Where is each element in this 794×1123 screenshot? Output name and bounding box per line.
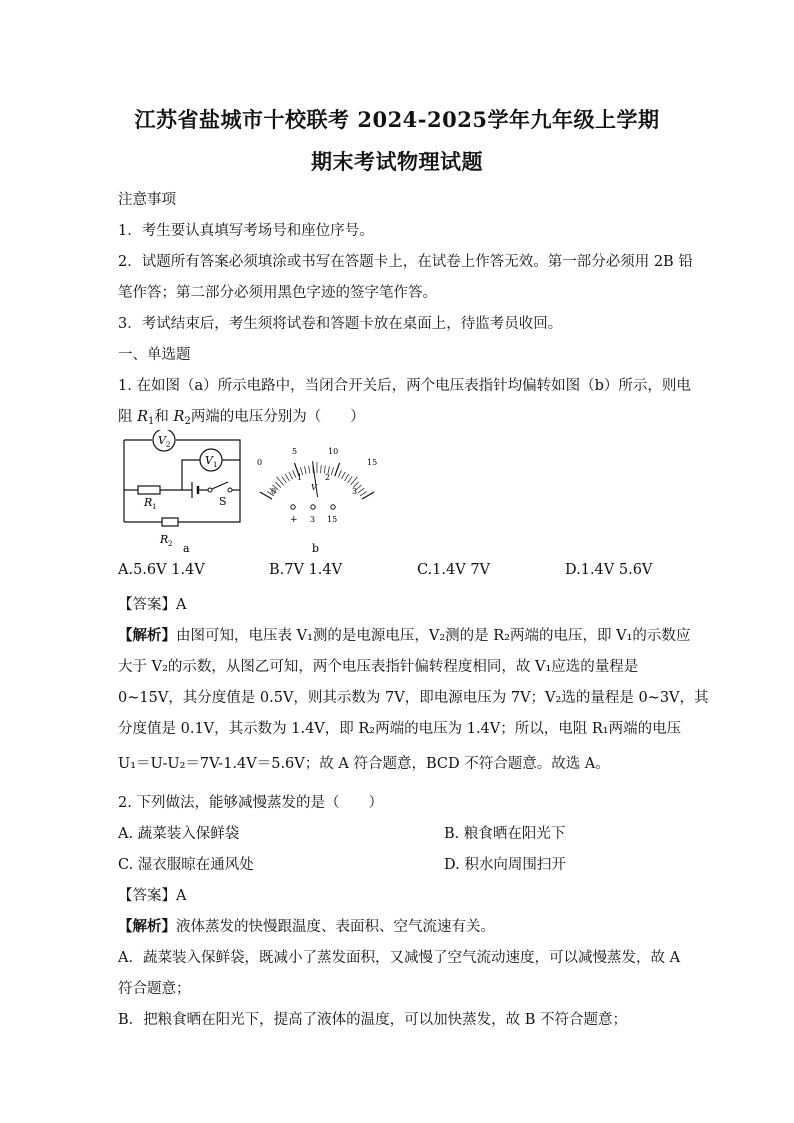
terminal-3 [311,505,315,509]
dial-unit: V [311,483,317,492]
dial-tick [335,463,340,476]
dial-outer-5: 5 [292,447,298,456]
q2-stem: 2. 下列做法，能够减慢蒸发的是（ ） [118,795,383,811]
q2-option-a: A. 蔬菜装入保鲜袋 [118,826,240,842]
dial-tick [309,466,310,474]
resistor-r2 [162,518,178,526]
dial-outer-0: 0 [257,458,263,467]
q1-exp-tag: 【解析】 [118,627,176,644]
q1-option-c: C.1.4V 7V [417,562,491,578]
dial-tick [285,474,289,481]
dial-tick [345,474,349,481]
q2-option-c: C. 湿衣服晾在通风处 [118,857,254,873]
q2-explanation-a2: 符合题意； [118,981,191,997]
terminal-3-label: 3 [310,515,316,524]
q1-explanation-line2: 大于 V₂的示数，从图乙可知，两个电压表指针偏转程度相同，故 V₁应选的量程是 [118,659,639,675]
dial-tick [289,472,293,479]
q1-stem-line2 [118,405,365,427]
q2-explanation-line0 [118,915,495,936]
q1-option-a: A.5.6V 1.4V [118,562,205,578]
dial-outer-15: 15 [367,458,378,467]
dial-tick [341,472,345,479]
q2-option-d: D. 积水向周围扫开 [444,857,566,873]
q2-exp-tag: 【解析】 [118,918,176,935]
q1-answer: 【答案】A [118,597,187,613]
section-heading: 一、单选题 [118,347,191,363]
switch-contact-right [228,488,232,492]
v1-sub: 1 [213,461,218,469]
q1-stem-and: 和 [154,409,174,425]
dial-tick [358,488,364,493]
q2-option-b: B. 粮食晒在阳光下 [444,826,566,842]
notice-item-2a: 2．试题所有答案必须填涂或书写在答题卡上，在试卷上作答无效。第一部分必须用 2B 铅 [118,254,693,270]
figure-b-label: b [312,542,320,555]
dial-tick [348,476,353,482]
q1-exp1-text: 由图可知，电压表 V₁测的是电源电压，V₂测的是 R₂两端的电压，即 V₁的示数应 [176,628,691,644]
dial-inner-2: 2 [325,473,331,482]
v2-label: V [158,434,166,447]
v2-sub: 2 [166,441,171,449]
q1-r2-sub: 2 [184,416,191,427]
v1-label: V [205,454,213,467]
wire-r2-right [178,490,240,522]
resistor-r1 [138,486,160,494]
q1-explanation-line1 [118,624,690,645]
terminal-plus [291,505,295,509]
q1-stem-post: 两端的电压分别为（ ） [190,409,365,425]
dial-tick [321,465,322,473]
dial-tick [331,467,333,475]
dial-tick [282,476,287,482]
q1-r1-symbol: R [137,409,149,425]
q1-option-b: B.7V 1.4V [269,562,343,578]
q1-r2-symbol: R [173,409,185,425]
page-title-line1: 江苏省盐城市十校联考 2024-2025学年九年级上学期 [134,107,660,132]
q2-explanation-a1: A．蔬菜装入保鲜袋，既减小了蒸发面积，又减慢了空气流动速度，可以减慢蒸发，故 A [118,950,681,966]
notice-item-3: 3．考试结束后，考生须将试卷和答题卡放在桌面上，待监考员收回。 [118,316,563,332]
dial-tick [275,482,281,488]
page-title-line2: 期末考试物理试题 [311,149,483,174]
terminal-15-label: 15 [327,515,338,524]
dial-tick [293,470,296,477]
q1-explanation-line5: U₁＝U-U₂＝7V-1.4V＝5.6V；故 A 符合题意，BCD 不符合题意。故选 A。 [118,756,610,772]
q2-exp0-text: 液体蒸发的快慢跟温度、表面积、空气流速有关。 [176,919,495,935]
dial-outer-10: 10 [328,447,339,456]
notice-heading: 注意事项 [118,192,176,208]
dial-inner-3: 3 [352,487,358,496]
q1-option-d: D.1.4V 5.6V [565,562,653,578]
figure-a-label: a [183,542,190,555]
q1-explanation-line3: 0~15V，其分度值是 0.5V，则其示数为 7V，即电源电压为 7V；V₂选的量程是 0~3V，其 [118,690,709,706]
dial-inner-0: 0 [271,487,277,496]
dial-tick [338,470,341,477]
notice-item-1: 1．考生要认真填写考场号和座位序号。 [118,223,374,239]
switch-blade [212,482,228,489]
terminal-15 [331,505,335,509]
r1-label: R [144,496,153,509]
notice-item-2b: 笔作答；第二部分必须用黑色字迹的签字笔作答。 [118,285,437,301]
r1-sub: 1 [152,503,157,511]
switch-contact-left [208,488,212,492]
dial-inner-1: 1 [297,473,303,482]
switch-label: S [219,495,227,508]
q1-stem-pre: 阻 [118,409,138,425]
terminal-plus-label: + [290,515,298,525]
q1-figure [112,430,392,558]
r2-sub: 2 [168,540,173,548]
wire-v1-left [182,460,200,490]
q1-r1-sub: 1 [148,416,155,427]
q2-explanation-b: B．把粮食晒在阳光下，提高了液体的温度，可以加快蒸发，故 B 不符合题意； [118,1012,628,1028]
q1-stem-line1: 1. 在如图（a）所示电路中，当闭合开关后，两个电压表指针均偏转如图（b）所示，则电 [118,378,691,394]
dial-tick [305,466,307,474]
q1-explanation-line4: 分度值是 0.1V，其示数为 1.4V，即 R₂两端的电压为 1.4V；所以，电阻 R₁两端的电压 [118,721,682,737]
q2-answer: 【答案】A [118,888,187,904]
r2-label: R [160,533,169,546]
dial-tick [360,491,367,495]
